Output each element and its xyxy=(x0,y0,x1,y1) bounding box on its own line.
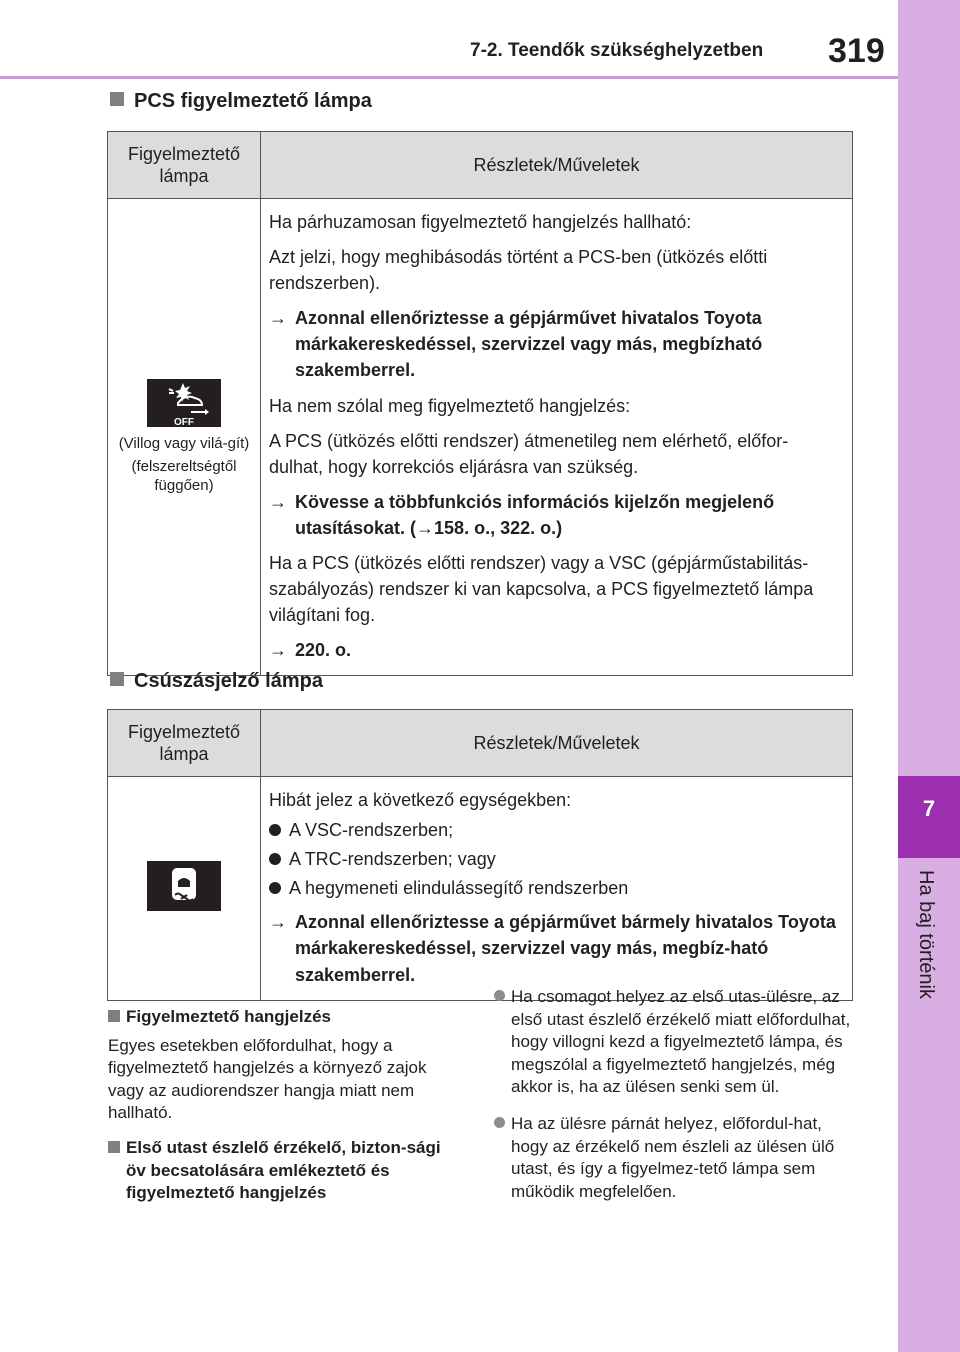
list-item: A TRC-rendszerben; vagy xyxy=(269,846,842,872)
header-rule xyxy=(0,76,898,79)
paragraph: A PCS (ütközés előtti rendszer) átmenetileg nem elérhető, előfor-dulhat, hogy korrekciós eljárásra van szükség. xyxy=(269,430,789,477)
list-item: A VSC-rendszerben; xyxy=(269,817,842,843)
paragraph: Ha párhuzamosan figyelmeztető hangjelzés hallható: xyxy=(269,212,692,232)
details-cell xyxy=(261,777,853,1001)
note-bullet: Ha csomagot helyez az első utas-ülésre, az első utast észlelő érzékelő miatt előfordulhat, hogy villogni kezd a figyelmeztető lámpa, és megszólal a figyelmeztető hangjelzés, még akkor is, ha az ülésen senki sem ül. xyxy=(494,986,854,1099)
column-header-details: Részletek/Műveletek xyxy=(261,710,853,777)
column-header-details: Részletek/Műveletek xyxy=(261,132,853,199)
square-bullet-icon xyxy=(110,92,124,106)
divider xyxy=(108,1000,464,1001)
slip-table xyxy=(107,709,853,1001)
action-line: → Kövesse a többfunkciós információs kijelzőn megjelenő utasításokat. (→158. o., 322. o.) xyxy=(269,491,775,538)
chapter-sidebar xyxy=(898,0,960,1352)
pcs-off-warning-icon xyxy=(147,379,221,427)
notes-left xyxy=(108,1006,464,1205)
slip-indicator-icon xyxy=(147,861,221,911)
lamp-cell xyxy=(108,199,261,676)
list-item: A hegymeneti elindulássegítő rendszerben xyxy=(269,875,842,901)
paragraph: Hibát jelez a következő egységekben: xyxy=(269,790,572,810)
action-line: → Azonnal ellenőriztesse a gépjárművet bármely hivatalos Toyota márkakereskedéssel, szervizzel vagy más, megbíz-ható szakemberrel. xyxy=(269,912,836,985)
note-bullet: Ha az ülésre párnát helyez, előfordul-hat, hogy az érzékelő nem észleli az ülésen ülő utast, és így a figyelmez-tető lámpa sem működik megfelelően. xyxy=(494,1113,854,1203)
chapter-title: Ha baj történik xyxy=(915,870,937,999)
details-cell xyxy=(261,199,853,676)
paragraph: Ha nem szólal meg figyelmeztető hangjelzés: xyxy=(269,395,631,416)
lamp-caption-note: (felszereltségtől függően) xyxy=(131,457,237,494)
note-heading: Figyelmeztető hangjelzés xyxy=(108,1006,464,1029)
paragraph: Ha a PCS (ütközés előtti rendszer) vagy a VSC (gépjárműstabilitás-szabályozás) rendszer ki van kapcsolva, a PCS figyelmeztető lámpa világítani fog. xyxy=(269,553,814,626)
notes-right xyxy=(494,986,854,1217)
action-line: → Azonnal ellenőriztesse a gépjárművet hivatalos Toyota márkakereskedéssel, szervizzel vagy más, megbízható szakemberrel. xyxy=(269,308,763,381)
note-text: Egyes esetekben előfordulhat, hogy a figyelmeztető hangjelzés a környező zajok vagy az audiorendszer hangja miatt nem hallható. xyxy=(108,1035,427,1123)
lamp-cell xyxy=(108,777,261,1001)
slip-heading: Csúszásjelző lámpa xyxy=(110,670,323,693)
paragraph: Azt jelzi, hogy meghibásodás történt a PCS-ben (ütközés előtti rendszerben). xyxy=(269,247,768,294)
column-header-lamp: Figyelmeztető lámpa xyxy=(108,132,261,199)
pcs-heading: PCS figyelmeztető lámpa xyxy=(110,90,372,113)
chapter-number: 7 xyxy=(922,796,936,821)
page-number: 319 xyxy=(828,32,885,70)
column-header-lamp: Figyelmeztető lámpa xyxy=(108,710,261,777)
section-title: 7-2. Teendők szükséghelyzetben xyxy=(470,40,764,61)
square-bullet-icon xyxy=(110,672,124,686)
lamp-caption: (Villog vagy vilá-gít) xyxy=(118,435,250,453)
page-reference[interactable]: → 220. o. xyxy=(269,640,352,661)
pcs-table xyxy=(107,131,853,676)
note-heading: Első utast észlelő érzékelő, bizton-sági öv becsatolására emlékeztető és figyelmeztető hangjelzés xyxy=(108,1137,464,1205)
svg-text:OFF: OFF xyxy=(174,417,194,428)
